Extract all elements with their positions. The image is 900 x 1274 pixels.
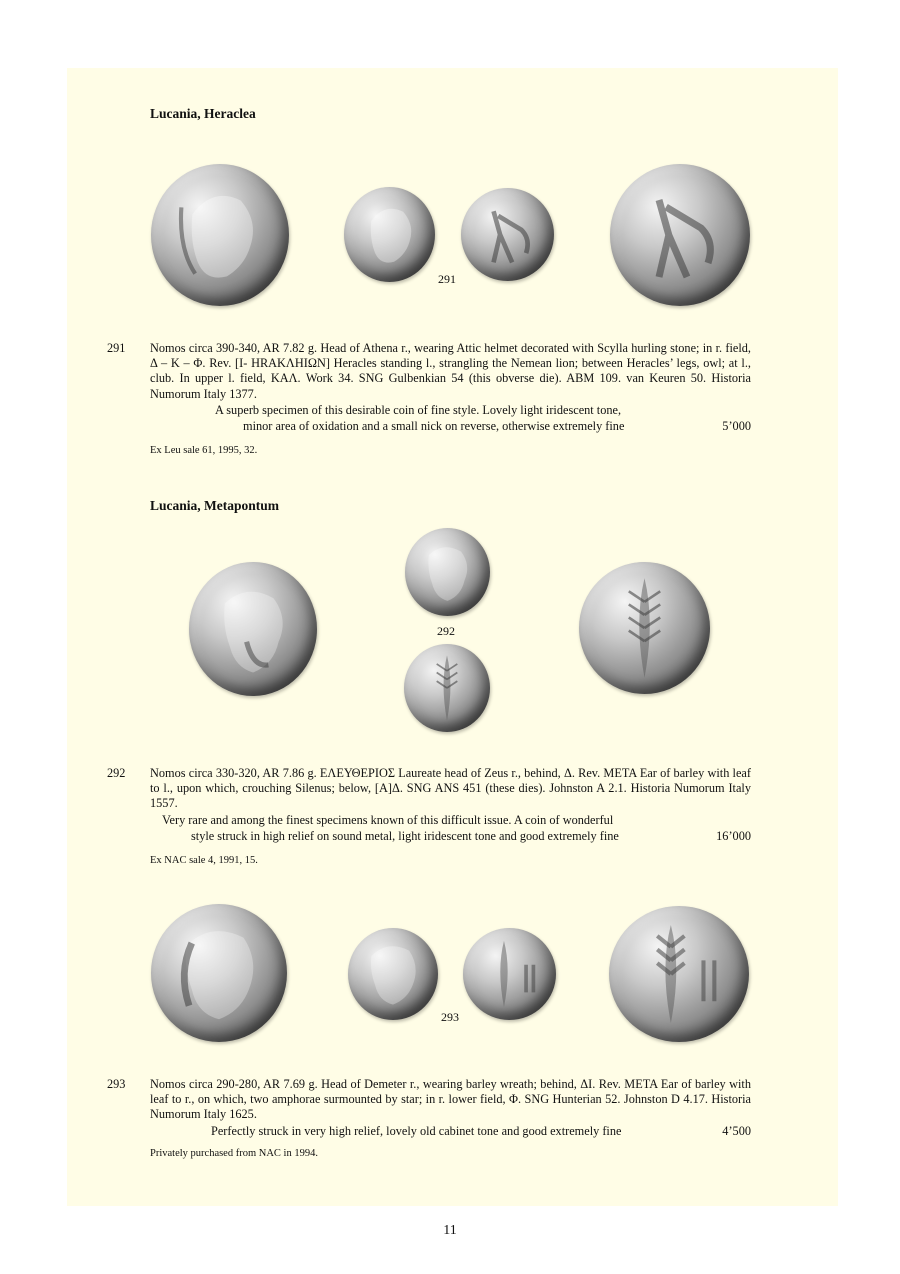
coin-292-obverse-enlarged bbox=[189, 562, 317, 696]
lot-comment-line: style struck in high relief on sound metal, light iridescent tone and good extremely fine bbox=[191, 829, 619, 843]
heracles-lion-icon bbox=[461, 188, 554, 281]
coin-291-obverse bbox=[344, 187, 435, 282]
lot-number: 291 bbox=[107, 341, 126, 355]
image-lot-label: 291 bbox=[438, 272, 456, 286]
coin-292-obverse bbox=[405, 528, 490, 616]
demeter-head-icon bbox=[348, 928, 438, 1020]
zeus-head-icon bbox=[405, 528, 490, 616]
page-number: 11 bbox=[443, 1223, 457, 1238]
lot-description: Nomos circa 290-280, AR 7.69 g. Head of Demeter r., wearing barley wreath; behind, ΔI. Rev. META Ear of barley with leaf to r., on which, two amphorae surmounted by star; in r. lower field, Φ. SNG Hunterian 52. Johnston D 4.17. Historia Numorum Italy 1625. bbox=[150, 1077, 751, 1122]
image-lot-label: 293 bbox=[441, 1010, 459, 1024]
coin-292-reverse-enlarged bbox=[579, 562, 710, 694]
lot-provenance: Privately purchased from NAC in 1994. bbox=[150, 1148, 318, 1159]
demeter-head-icon bbox=[151, 904, 287, 1042]
barley-ear-icon bbox=[609, 906, 749, 1042]
section-heading-heraclea: Lucania, Heraclea bbox=[150, 106, 256, 121]
lot-estimate: 4’500 bbox=[722, 1124, 751, 1138]
lot-number: 292 bbox=[107, 766, 126, 780]
zeus-head-icon bbox=[189, 562, 317, 696]
athena-head-icon bbox=[151, 164, 289, 306]
lot-description: Nomos circa 330-320, AR 7.86 g. ΕΛΕΥΘΕΡΙΟΣ Laureate head of Zeus r., behind, Δ. Rev. META Ear of barley with leaf to l., upon which, crouching Silenus; below, [A]Δ. SNG ANS 451 (these dies). Johnston A 2.1. Historia Numorum Italy 1557. bbox=[150, 766, 751, 811]
lot-provenance: Ex Leu sale 61, 1995, 32. bbox=[150, 445, 258, 456]
coin-291-reverse-enlarged bbox=[610, 164, 750, 306]
image-lot-label: 292 bbox=[437, 624, 455, 638]
coin-293-obverse bbox=[348, 928, 438, 1020]
lot-provenance: Ex NAC sale 4, 1991, 15. bbox=[150, 855, 258, 866]
lot-number: 293 bbox=[107, 1077, 126, 1091]
barley-ear-icon bbox=[404, 644, 490, 732]
lot-description: Nomos circa 390-340, AR 7.82 g. Head of Athena r., wearing Attic helmet decorated with Scylla hurling stone; in r. field, Δ – K – Φ. Rev. [I- HRAKΛHIΩN] Heracles standing l., strangling the Nemean lion; between Heracles’ legs, owl; at l., club. In upper l. field, KAΛ. Work 34. SNG Gulbenkian 54 (this obverse die). ABM 109. van Keuren 50. Historia Numorum Italy 1377. bbox=[150, 341, 751, 401]
lot-estimate: 5’000 bbox=[722, 419, 751, 433]
coin-293-reverse bbox=[463, 928, 556, 1020]
lot-estimate: 16’000 bbox=[716, 829, 751, 843]
barley-ear-icon bbox=[463, 928, 556, 1020]
coin-291-reverse bbox=[461, 188, 554, 281]
lot-comment-line: A superb specimen of this desirable coin of fine style. Lovely light iridescent tone, bbox=[215, 403, 622, 417]
section-heading-metapontum: Lucania, Metapontum bbox=[150, 498, 280, 513]
barley-ear-icon bbox=[579, 562, 710, 694]
coin-292-reverse bbox=[404, 644, 490, 732]
heracles-lion-icon bbox=[610, 164, 750, 306]
coin-293-obverse-enlarged bbox=[151, 904, 287, 1042]
lot-comment-line: minor area of oxidation and a small nick on reverse, otherwise extremely fine bbox=[243, 419, 625, 433]
coin-291-obverse-enlarged bbox=[151, 164, 289, 306]
lot-comment-line: Perfectly struck in very high relief, lovely old cabinet tone and good extremely fine bbox=[211, 1124, 622, 1138]
lot-comment-line: Very rare and among the finest specimens known of this difficult issue. A coin of wonderful bbox=[162, 813, 614, 827]
coin-293-reverse-enlarged bbox=[609, 906, 749, 1042]
athena-head-icon bbox=[344, 187, 435, 282]
